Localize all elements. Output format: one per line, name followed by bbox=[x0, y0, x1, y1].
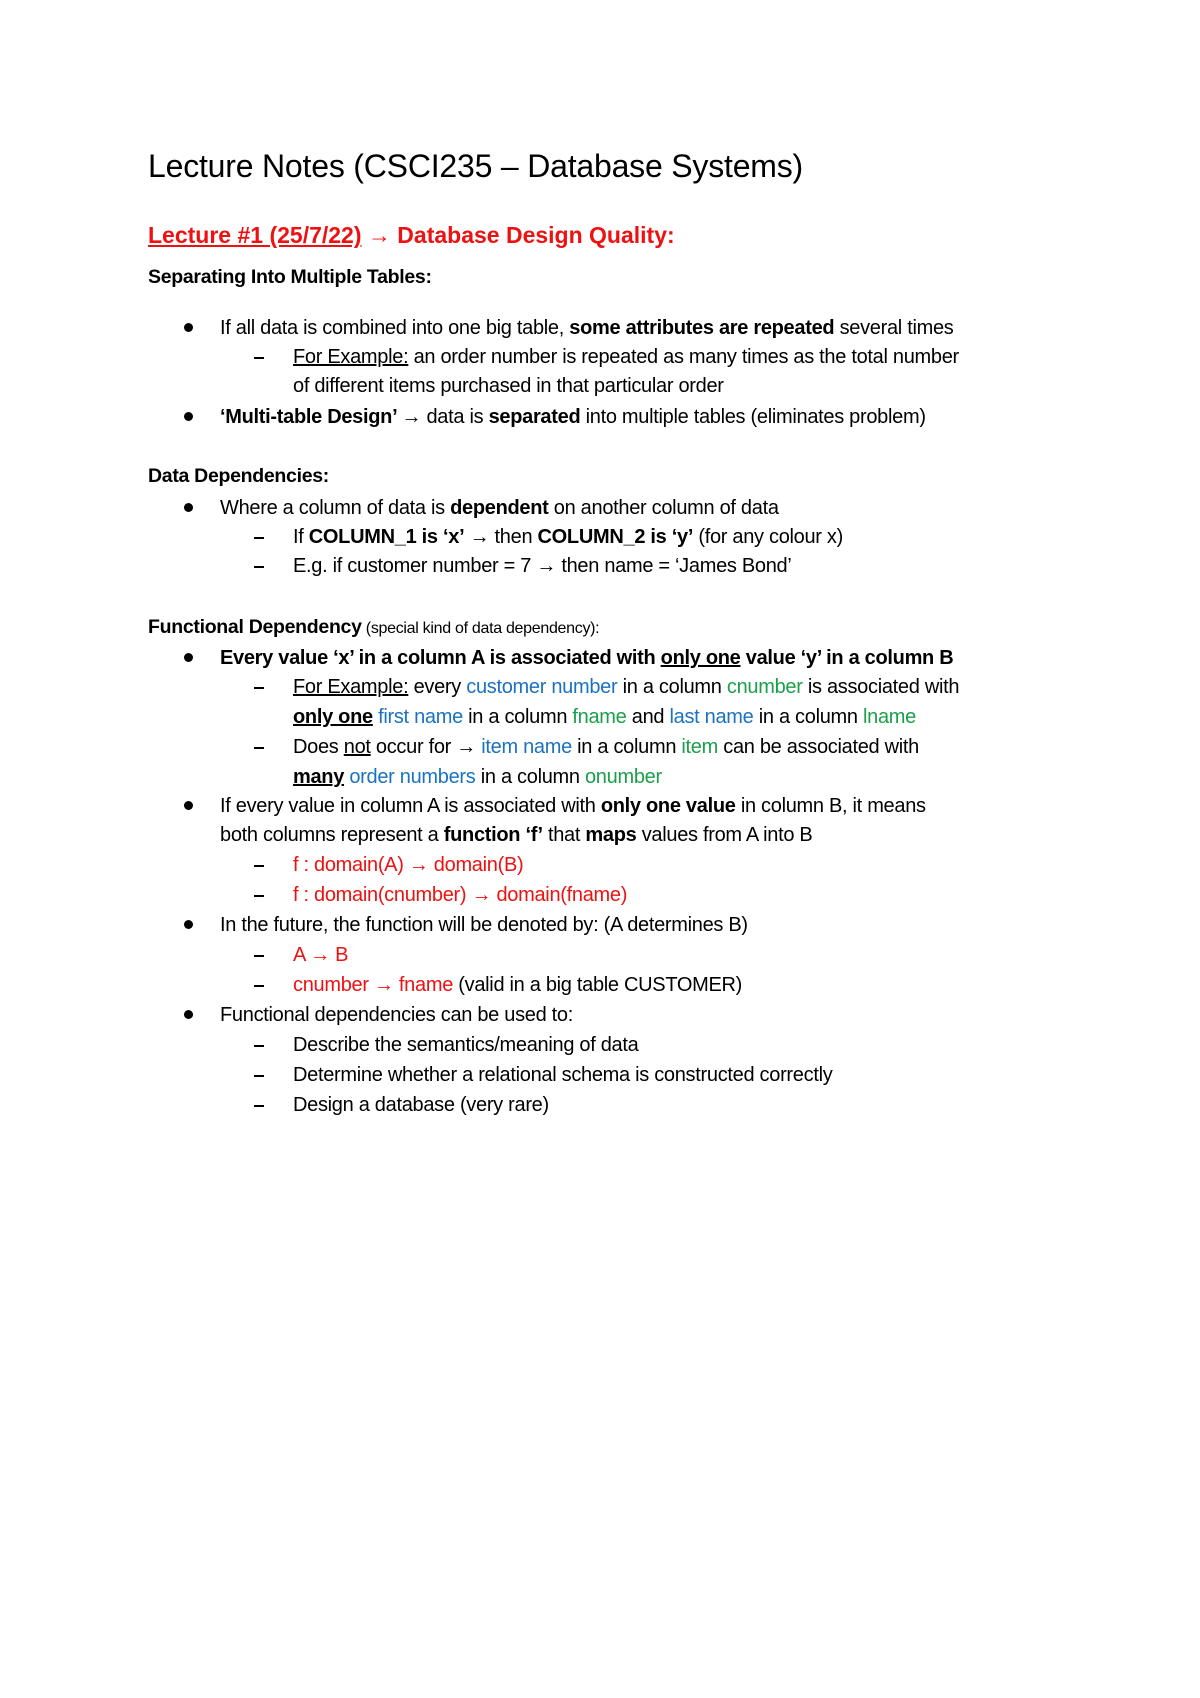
bullet-icon bbox=[184, 920, 193, 929]
page-title: Lecture Notes (CSCI235 – Database Systems) bbox=[148, 148, 804, 184]
list-item: In the future, the function will be denoted by: (A determines B) bbox=[220, 914, 748, 936]
section-title-functional-dependency: Functional Dependency (special kind of data dependency): bbox=[148, 616, 600, 638]
dash-icon bbox=[254, 895, 264, 897]
bullet-icon bbox=[184, 503, 193, 512]
bullet-icon bbox=[184, 801, 193, 810]
dash-icon bbox=[254, 1075, 264, 1077]
dash-icon bbox=[254, 1105, 264, 1107]
list-item: Every value ‘x’ in a column A is associated with only one value ‘y’ in a column B bbox=[220, 647, 954, 669]
list-item-continuation: of different items purchased in that particular order bbox=[293, 375, 724, 397]
list-item: ‘Multi-table Design’ → data is separated into multiple tables (eliminates problem) bbox=[220, 406, 926, 428]
section-title-multiple-tables: Separating Into Multiple Tables: bbox=[148, 266, 432, 288]
dash-icon bbox=[254, 955, 264, 957]
list-item: Functional dependencies can be used to: bbox=[220, 1004, 574, 1026]
list-item: If COLUMN_1 is ‘x’ → then COLUMN_2 is ‘y’ (for any colour x) bbox=[293, 526, 843, 548]
list-item: Where a column of data is dependent on another column of data bbox=[220, 497, 779, 519]
list-item: E.g. if customer number = 7 → then name = ‘James Bond’ bbox=[293, 555, 792, 577]
dash-icon bbox=[254, 1045, 264, 1047]
list-item: A → B bbox=[293, 944, 349, 966]
list-item: Determine whether a relational schema is constructed correctly bbox=[293, 1064, 833, 1086]
dash-icon bbox=[254, 537, 264, 539]
dash-icon bbox=[254, 357, 264, 359]
list-item: If every value in column A is associated with only one value in column B, it means bbox=[220, 795, 926, 817]
list-item: For Example: an order number is repeated as many times as the total number bbox=[293, 346, 959, 368]
bullet-icon bbox=[184, 323, 193, 332]
bullet-icon bbox=[184, 1010, 193, 1019]
list-item: Describe the semantics/meaning of data bbox=[293, 1034, 639, 1056]
bullet-icon bbox=[184, 653, 193, 662]
list-item-continuation: both columns represent a function ‘f’ that maps values from A into B bbox=[220, 824, 813, 846]
list-item: cnumber → fname (valid in a big table CUSTOMER) bbox=[293, 974, 743, 996]
list-item: If all data is combined into one big table, some attributes are repeated several times bbox=[220, 317, 954, 339]
list-item-continuation: only one first name in a column fname and last name in a column lname bbox=[293, 706, 916, 728]
lecture-heading bbox=[148, 222, 675, 249]
dash-icon bbox=[254, 985, 264, 987]
lecture-topic: Database Design Quality: bbox=[397, 222, 675, 248]
list-item-continuation: many order numbers in a column onumber bbox=[293, 766, 662, 788]
dash-icon bbox=[254, 747, 264, 749]
list-item: Design a database (very rare) bbox=[293, 1094, 549, 1116]
list-item: For Example: every customer number in a column cnumber is associated with bbox=[293, 676, 960, 698]
section-title-data-dependencies: Data Dependencies: bbox=[148, 465, 329, 487]
bullet-icon bbox=[184, 412, 193, 421]
lecture-label: Lecture #1 (25/7/22) bbox=[148, 222, 362, 248]
dash-icon bbox=[254, 566, 264, 568]
arrow-icon: → bbox=[361, 222, 398, 248]
list-item: f : domain(A) → domain(B) bbox=[293, 854, 524, 876]
dash-icon bbox=[254, 865, 264, 867]
list-item: f : domain(cnumber) → domain(fname) bbox=[293, 884, 628, 906]
list-item: Does not occur for → item name in a column item can be associated with bbox=[293, 736, 920, 758]
dash-icon bbox=[254, 687, 264, 689]
